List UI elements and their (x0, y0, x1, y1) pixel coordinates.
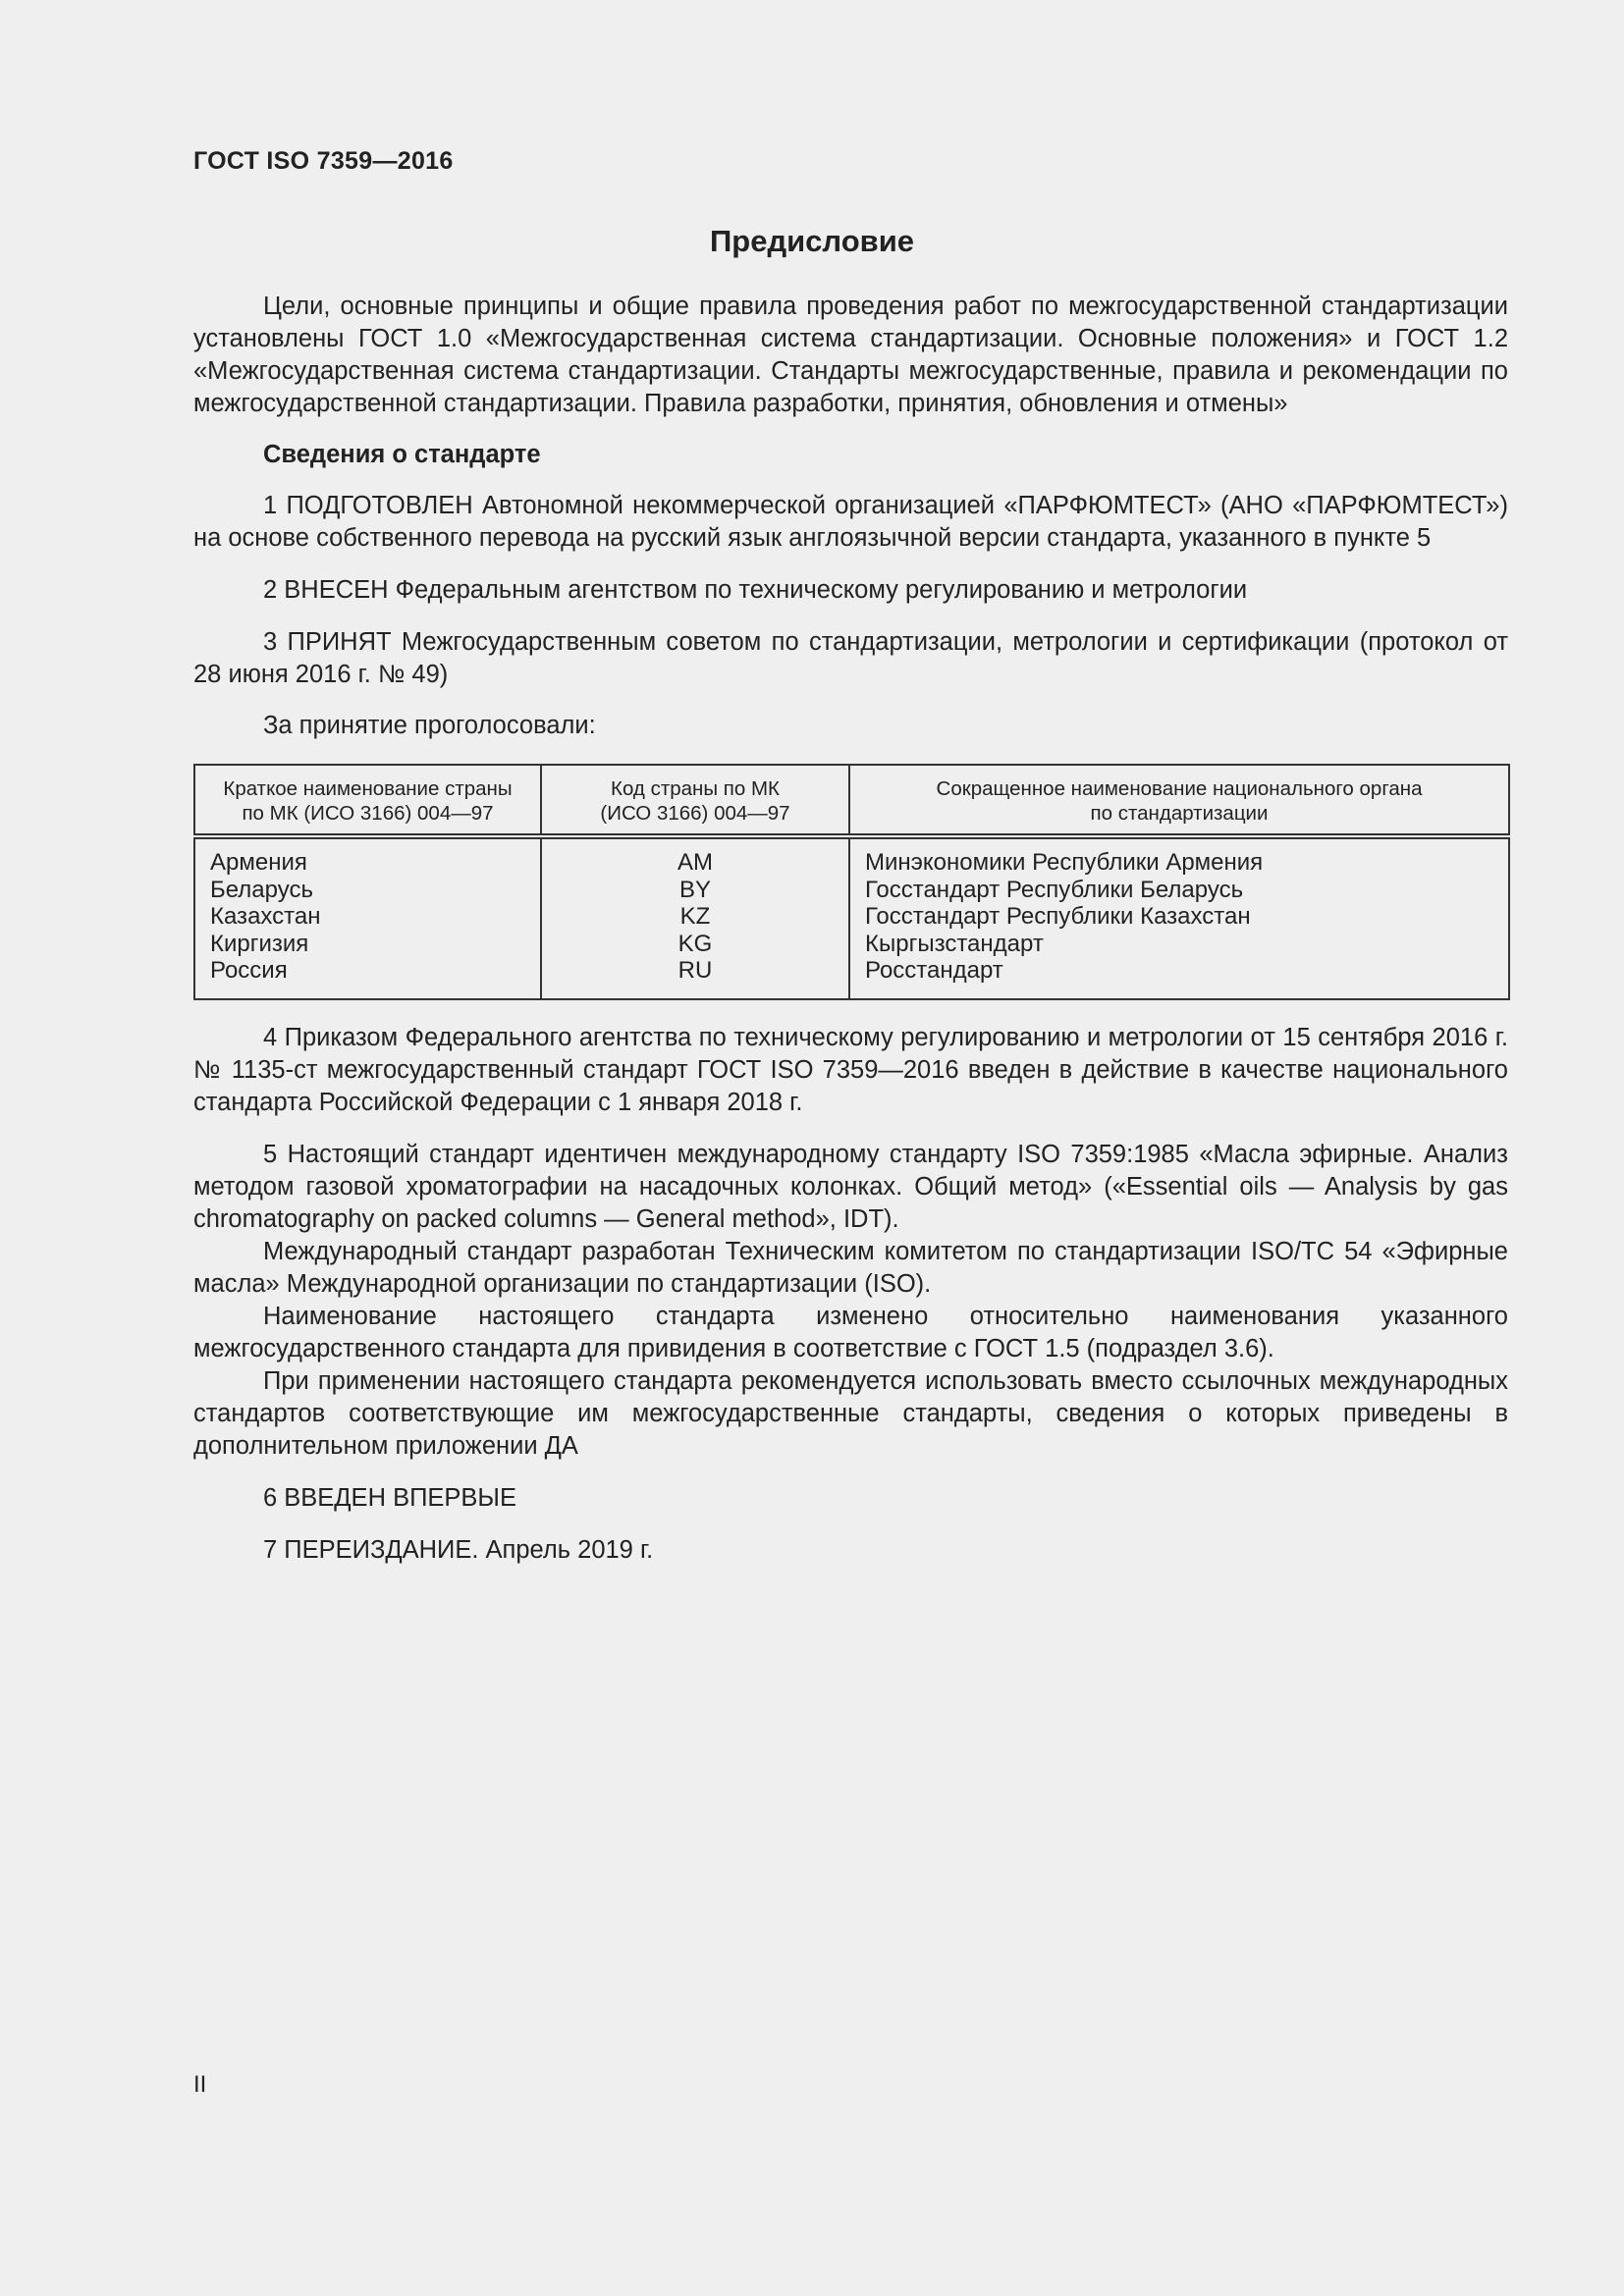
codes-cell (541, 836, 849, 999)
item-7: 7 ПЕРЕИЗДАНИЕ. Апрель 2019 г. (263, 1535, 654, 1564)
item-5-references: При применении настоящего стандарта рекомендуется использовать вместо ссылочных международных стандартов соответствующие им межгосударственные стандарты, сведения о которых приведены в дополнительном приложении ДА (193, 1366, 1508, 1460)
vote-intro: За принятие проголосовали: (263, 712, 596, 739)
page-title: Предисловие (709, 224, 914, 258)
country-name: Армения (210, 849, 307, 876)
item-6: 6 ВВЕДЕН ВПЕРВЫЕ (263, 1483, 517, 1512)
country-name: Казахстан (210, 903, 321, 930)
country-name: Беларусь (210, 876, 313, 903)
item-5-tc: Международный стандарт разработан Техническим комитетом по стандартизации ISO/TC 54 «Эфирные масла» Международной организации по стандартизации (ISO). (193, 1237, 1508, 1298)
section-heading: Сведения о стандарте (263, 441, 541, 468)
table-row (194, 836, 1509, 999)
page-number: II (193, 2071, 207, 2098)
item-3: 3 ПРИНЯТ Межгосударственным советом по стандартизации, метрологии и сертификации (протокол от 28 июня 2016 г. № 49) (193, 628, 1508, 688)
item-2: 2 ВНЕСЕН Федеральным агентством по техническому регулированию и метрологии (263, 576, 1248, 604)
header-line: Сокращенное наименование национального органа (936, 777, 1423, 800)
header-line: (ИСО 3166) 004—97 (600, 802, 790, 825)
header-line: по МК (ИСО 3166) 004—97 (242, 802, 494, 825)
standards-body: Госстандарт Республики Беларусь (865, 876, 1244, 903)
item-5: 5 Настоящий стандарт идентичен международному стандарту ISO 7359:1985 «Масла эфирные. Анализ методом газовой хроматографии на насадочных колонках. Общий метод» («Essential oils — Analysis by gas chromatography on packed columns — General method», IDT). (193, 1140, 1508, 1233)
document-body (193, 291, 1508, 1567)
standards-body: Росстандарт (865, 957, 1003, 984)
countries-cell (194, 836, 541, 999)
country-code: AM (677, 849, 713, 876)
header-line: Код страны по МК (611, 777, 780, 800)
document-code-header: ГОСТ ISO 7359—2016 (193, 147, 454, 175)
standards-body: Минэкономики Республики Армения (865, 849, 1264, 876)
standards-body: Кыргызстандарт (865, 930, 1044, 957)
item-1: 1 ПОДГОТОВЛЕН Автономной некоммерческой организацией «ПАРФЮМТЕСТ» (АНО «ПАРФЮМТЕСТ») на основе собственного перевода на русский язык англоязычной версии стандарта, указанного в пункте 5 (193, 492, 1508, 552)
intro-paragraph: Цели, основные принципы и общие правила проведения работ по межгосударственной стандартизации установлены ГОСТ 1.0 «Межгосударственная система стандартизации. Основные положения» и ГОСТ 1.2 «Межгосударственная система стандартизации. Стандарты межгосударственные, правила и рекомендации по межгосударственной стандартизации. Правила разработки, принятия, обновления и отмены» (193, 293, 1508, 417)
standards-body: Госстандарт Республики Казахстан (865, 903, 1251, 930)
header-body (849, 765, 1509, 836)
voting-table (193, 764, 1510, 1000)
bodies-cell (849, 836, 1509, 999)
header-code (541, 765, 849, 836)
country-name: Киргизия (210, 930, 309, 957)
item-4: 4 Приказом Федерального агентства по техническому регулированию и метрологии от 15 сентября 2016 г. № 1135-ст межгосударственный стандарт ГОСТ ISO 7359—2016 введен в действие в качестве национального стандарта Российской Федерации с 1 января 2018 г. (193, 1023, 1508, 1116)
country-code: BY (678, 876, 711, 903)
header-line: по стандартизации (1090, 802, 1269, 825)
item-5-name-change: Наименование настоящего стандарта изменено относительно наименования указанного межгосударственного стандарта для привидения в соответствие с ГОСТ 1.5 (подраздел 3.6). (193, 1302, 1508, 1362)
country-name: Россия (210, 957, 288, 984)
country-code: RU (677, 957, 713, 984)
header-country (194, 765, 541, 836)
header-line: Краткое наименование страны (223, 777, 513, 800)
country-code: KZ (679, 903, 711, 930)
country-code: KG (677, 930, 713, 957)
table-header-row (194, 765, 1509, 836)
